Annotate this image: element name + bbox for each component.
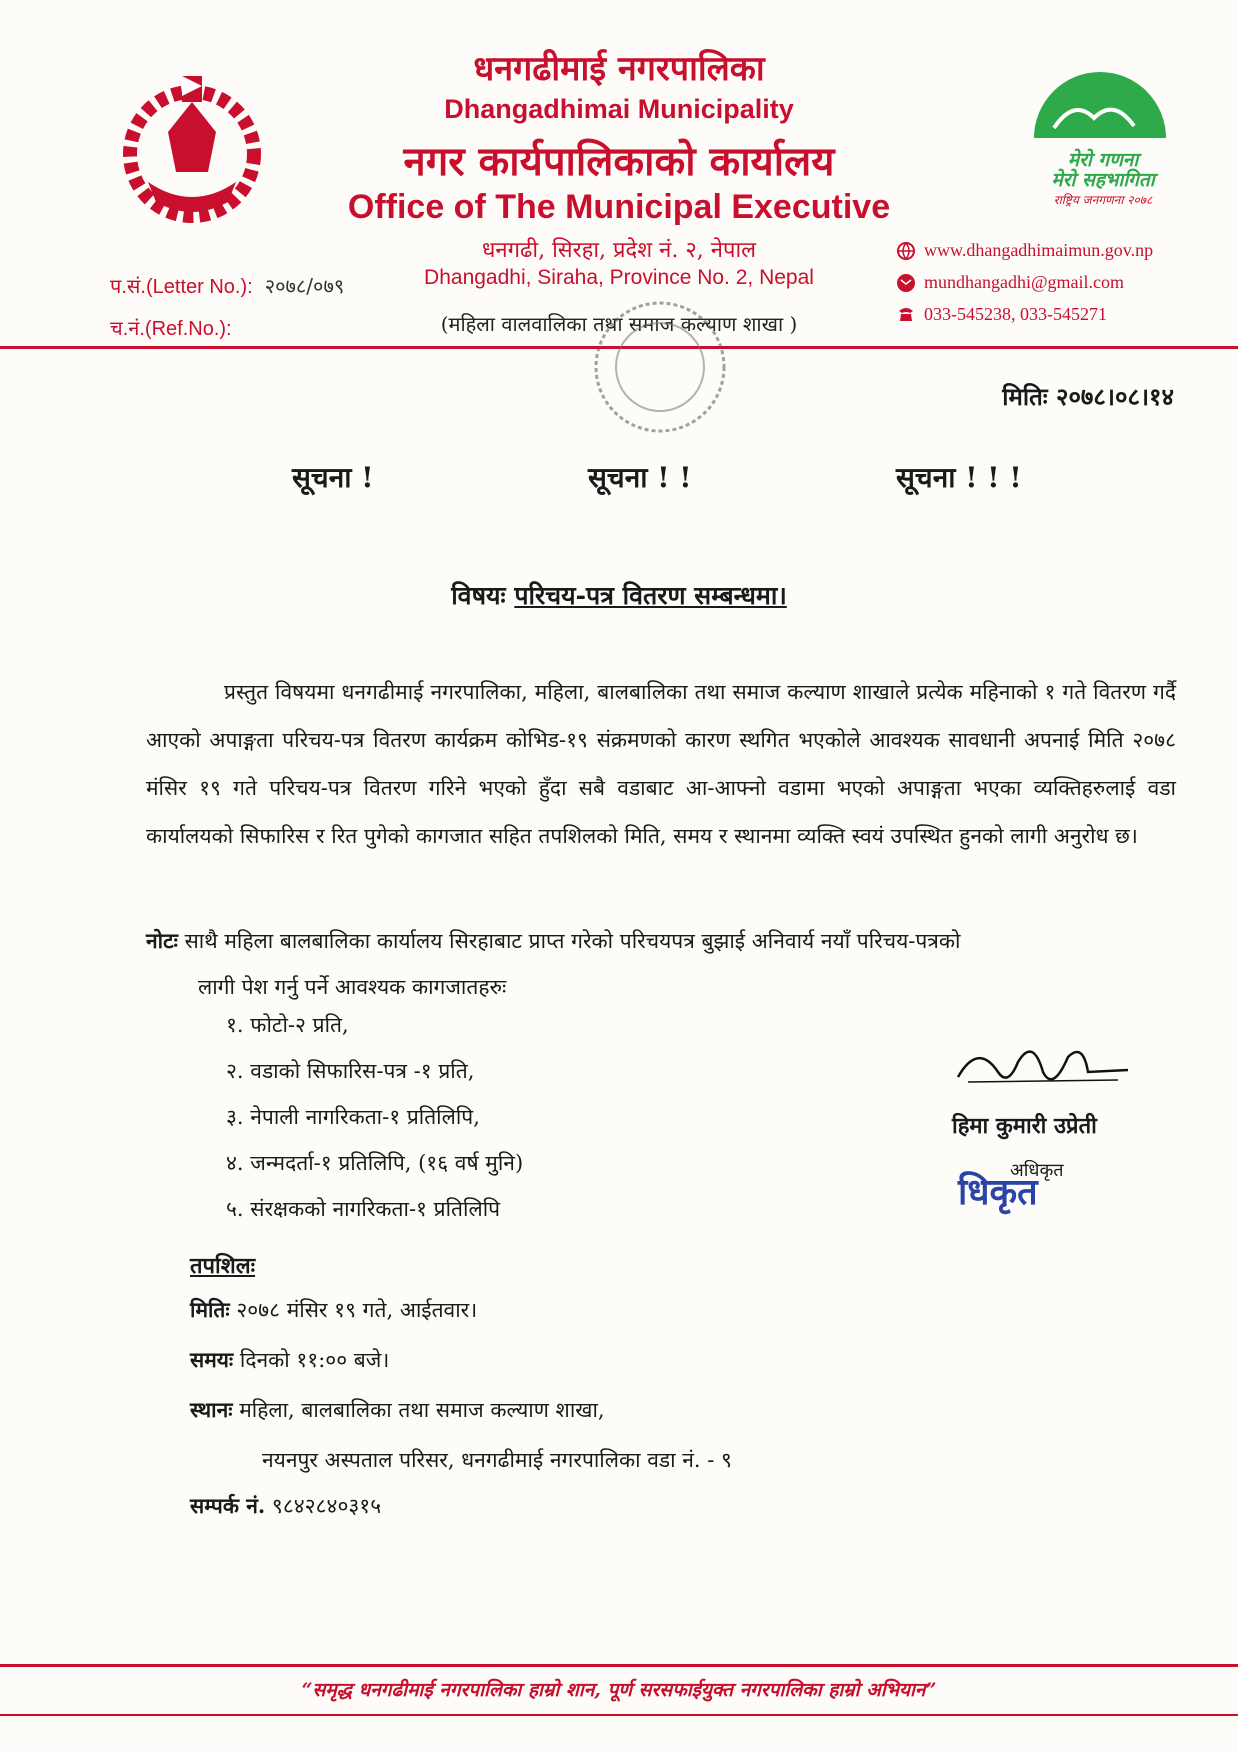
municipality-name-en: Dhangadhimai Municipality	[444, 94, 794, 124]
footer-divider-top	[0, 1664, 1238, 1667]
subject-label: विषयः	[451, 581, 506, 610]
note-line1: साथै महिला बालबालिका कार्यालय सिरहाबाट प्राप्त गरेको परिचयपत्र बुझाई अनिवार्य नयाँ परिचय-पत्रको	[184, 929, 961, 953]
schedule-time-label: समयः	[190, 1347, 234, 1372]
schedule-place-label: स्थानः	[190, 1397, 233, 1422]
census-logo-line3: राष्ट्रिय जनगणना २०७८	[1053, 193, 1153, 207]
note-block	[146, 918, 1176, 1010]
address-en: Dhangadhi, Siraha, Province No. 2, Nepal	[424, 266, 814, 289]
office-round-stamp	[570, 292, 750, 442]
signatory-title: अधिकृत	[1010, 1160, 1064, 1181]
ref-number	[110, 314, 232, 341]
handwritten-signature	[948, 1032, 1138, 1102]
branch-name: (महिला वालवालिका तथा समाज कल्याण शाखा )	[440, 312, 798, 336]
contact-phone	[896, 304, 1107, 325]
contact-website	[896, 240, 1153, 261]
schedule-place-value: महिला, बालबालिका तथा समाज कल्याण शाखा,	[239, 1398, 605, 1422]
email-icon	[896, 273, 916, 293]
schedule-time	[190, 1346, 389, 1374]
list-item: ३. नेपाली नागरिकता-१ प्रतिलिपि,	[226, 1105, 480, 1129]
subject-text: परिचय-पत्र वितरण सम्बन्धमा।	[514, 581, 787, 610]
footer-divider-bottom	[0, 1714, 1238, 1716]
schedule-contact-label: सम्पर्क नं.	[190, 1493, 266, 1518]
note-label: नोटः	[146, 928, 178, 953]
letter-number	[110, 272, 344, 299]
footer-slogan: “समृद्ध धनगढीमाई नगरपालिका हाम्रो शान, पूर्ण सरसफाईयुक्त नगरपालिका हाम्रो अभियान”	[301, 1679, 937, 1701]
body-paragraph: प्रस्तुत विषयमा धनगढीमाई नगरपालिका, महिला, बालबालिका तथा समाज कल्याण शाखाले प्रत्येक महिनाको १ गते वितरण गर्दै आएको अपाङ्गता परिचय-पत्र वितरण कार्यक्रम कोभिड-१९ संक्रमणको कारण स्थगित भएकोले आवश्यक सावधानी अपनाई मिति २०७८ मंसिर १९ गते परिचय-पत्र वितरण गरिने भएको हुँदा सबै वडाबाट आ-आफ्नो वडामा भएको अपाङ्गता भएका व्यक्तिहरुलाई वडा कार्यालयको सिफारिस र रित पुगेको कागजात सहित तपशिलको मिति, समय र स्थानमा व्यक्ति स्वयं उपस्थित हुनको लागी अनुरोध छ।	[146, 680, 1176, 848]
subject-line	[0, 578, 1238, 612]
ref-number-label: च.नं.(Ref.No.):	[110, 318, 232, 340]
schedule-contact-value: ९८४२८४०३१५	[271, 1494, 382, 1518]
phone-icon	[896, 305, 916, 325]
schedule-contact	[190, 1492, 381, 1520]
globe-icon	[896, 241, 916, 261]
census-logo-line2: मेरो सहभागिता	[1051, 169, 1155, 191]
note-line2: लागी पेश गर्नु पर्ने आवश्यक कागजातहरुः	[198, 975, 507, 999]
list-item: ४. जन्मदर्ता-१ प्रतिलिपि, (१६ वर्ष मुनि)	[226, 1151, 524, 1175]
schedule-title: तपशिलः	[190, 1253, 256, 1279]
schedule-place	[190, 1396, 605, 1424]
letter-date: मितिः २०७८।०८।१४	[1002, 382, 1174, 411]
census-logo-line1: मेरो गणना	[1067, 149, 1139, 171]
office-name-np: नगर कार्यपालिकाको कार्यालय	[403, 138, 835, 185]
list-item: २. वडाको सिफारिस-पत्र -१ प्रति,	[226, 1059, 475, 1083]
signatory-name: हिमा कुमारी उप्रेती	[952, 1113, 1097, 1139]
schedule-date-label: मितिः	[190, 1297, 230, 1322]
schedule-date	[190, 1296, 477, 1324]
email-text: mundhangadhi@gmail.com	[924, 272, 1125, 292]
list-item: १. फोटो-२ प्रति,	[226, 1013, 349, 1037]
municipality-name-np: धनगढीमाई नगरपालिका	[473, 49, 765, 89]
website-text: www.dhangadhimaimun.gov.np	[924, 240, 1154, 260]
required-documents-list	[226, 1002, 523, 1232]
notice-heading-2: सूचना ! !	[588, 461, 692, 494]
schedule-time-value: दिनको ११:०० बजे।	[239, 1348, 390, 1372]
notice-heading-3: सूचना ! ! !	[896, 461, 1022, 494]
office-name-en: Office of The Municipal Executive	[347, 188, 891, 226]
officer-stamp: धिकृत	[958, 1171, 1038, 1213]
address-np: धनगढी, सिरहा, प्रदेश नं. २, नेपाल	[481, 238, 757, 263]
schedule-place-line2: नयनपुर अस्पताल परिसर, धनगढीमाई नगरपालिका वडा नं. - ९	[262, 1448, 732, 1472]
phone-text: 033-545238, 033-545271	[924, 304, 1107, 324]
letter-number-label: प.सं.(Letter No.):	[110, 276, 253, 298]
schedule-date-value: २०७८ मंसिर १९ गते, आईतवार।	[236, 1298, 478, 1322]
notice-heading-1: सूचना !	[292, 461, 374, 494]
letter-number-value: २०७८/०७९	[264, 274, 345, 298]
list-item: ५. संरक्षकको नागरिकता-१ प्रतिलिपि	[226, 1197, 501, 1221]
contact-email	[896, 272, 1124, 293]
